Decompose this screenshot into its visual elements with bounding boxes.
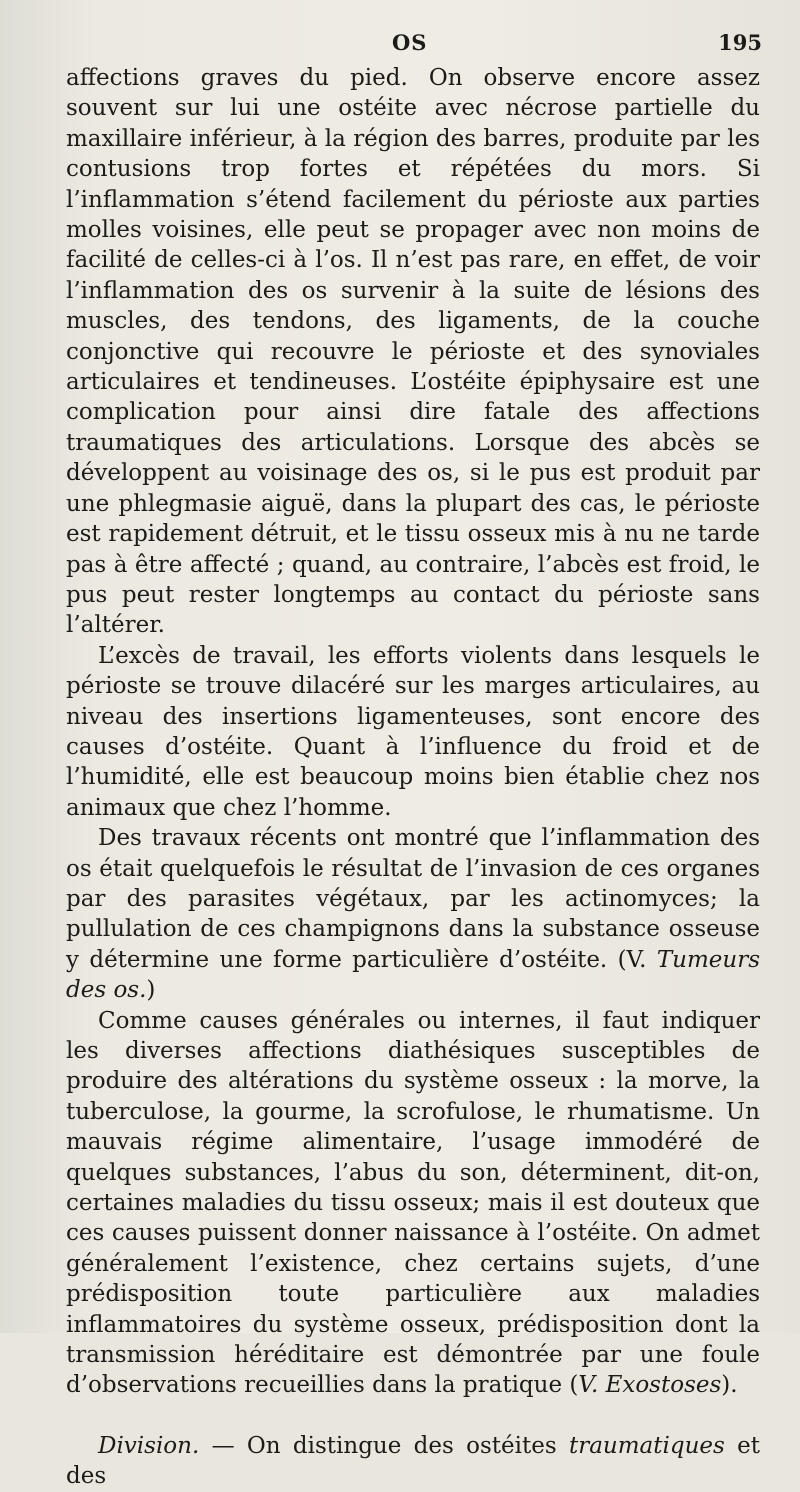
page-header — [0, 30, 800, 60]
paragraph-2-text: L’excès de travail, les efforts violents dans lesquels le périoste se trouve dilacéré sur les marges articulaires, au niveau des insertions ligamenteuses, sont encore des causes d’ostéite. Quant à l’influence du froid et de l’humidité, elle est beaucoup moins bien établie chez nos animaux que chez l’homme. — [66, 642, 760, 821]
paragraph-3 — [66, 823, 760, 1005]
division-heading: Division. — [98, 1432, 200, 1459]
paragraph-2 — [66, 641, 760, 823]
paragraph-4-close: ). — [721, 1372, 738, 1399]
paragraph-3-close: ) — [146, 977, 156, 1004]
page-number: 195 — [718, 30, 762, 55]
division-line — [66, 1431, 760, 1492]
division-term: traumatiques — [568, 1432, 725, 1459]
paragraph-1 — [66, 63, 760, 641]
division-close: et des — [66, 1432, 760, 1490]
paragraph-4 — [66, 1006, 760, 1401]
paragraph-4-text: Comme causes générales ou internes, il faut indiquer les diverses affections diathésiques susceptibles de produire des altérations du système osseux : la morve, la tuberculose, la gourme, la scrofulose, le rhumatisme. Un mauvais régime alimentaire, l’usage immodéré de quelques substances, l’abus du son, déterminent, dit-on, certaines maladies du tissu osseux; mais il est douteux que ces causes puissent donner naissance à l’ostéite. On admet généralement l’existence, chez certains sujets, d’une prédisposition toute particulière aux maladies inflammatoires du système osseux, prédisposition dont la transmission héréditaire est démontrée par une foule d’observations recueillies dans la pratique ( — [66, 1007, 760, 1399]
paragraph-3-reference: Tumeurs des os. — [66, 946, 760, 1004]
division-text: — On distingue des ostéites — [199, 1432, 569, 1459]
running-title: OS — [392, 30, 428, 55]
paragraph-3-text: Des travaux récents ont montré que l’inflammation des os était quelquefois le résultat de l’invasion de ces organes par des parasites végétaux, par les actinomyces; la pullulation de ces champignons dans la substance osseuse y détermine une forme particulière d’ostéite. (V. — [66, 825, 760, 973]
paragraph-4-reference: V. Exostoses — [578, 1372, 722, 1399]
body-text — [66, 63, 760, 1492]
paragraph-1-text: affections graves du pied. On observe encore assez souvent sur lui une ostéite avec nécrose partielle du maxillaire inférieur, à la région des barres, produite par les contusions trop fortes et répétées du mors. Si l’inflammation s’étend facilement du périoste aux parties molles voisines, elle peut se propager avec non moins de facilité de celles-ci à l’os. Il n’est pas rare, en effet, de voir l’inflammation des os survenir à la suite de lésions des muscles, des tendons, des ligaments, de la couche conjonctive qui recouvre le périoste et des synoviales articulaires et tendineuses. L’ostéite épiphysaire est une complication pour ainsi dire fatale des affections traumatiques des articulations. Lorsque des abcès se développent au voisinage des os, si le pus est produit par une phlegmasie aiguë, dans la plupart des cas, le périoste est rapidement détruit, et le tissu osseux mis à nu ne tarde pas à être affecté ; quand, au contraire, l’abcès est froid, le pus peut rester longtemps au contact du périoste sans l’altérer. — [66, 65, 760, 639]
